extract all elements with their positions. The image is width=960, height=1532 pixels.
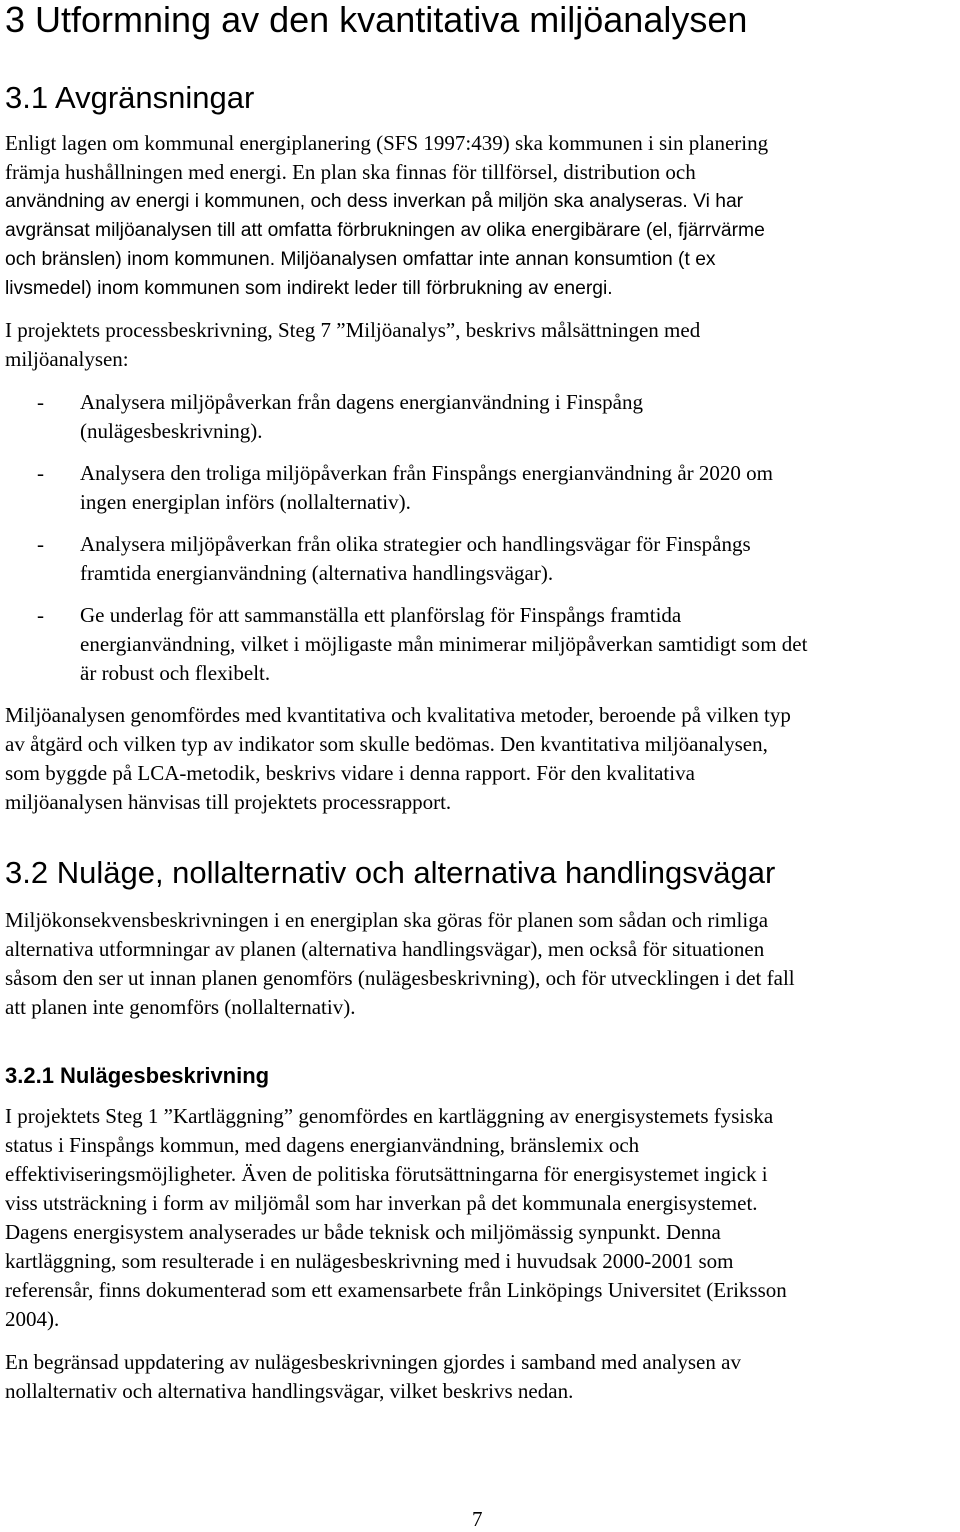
text-line: Enligt lagen om kommunal energiplanering (SFS 1997:439) ska kommunen i sin planering (5, 131, 769, 155)
text-line: Miljöanalysen genomfördes med kvantitativa och kvalitativa metoder, beroende på vilken typ (5, 703, 791, 727)
list-item-text: framtida energianvändning (alternativa handlingsvägar). (80, 561, 554, 585)
text-line: alternativa utformningar av planen (alternativa handlingsvägar), men också för situationen (5, 937, 765, 961)
list-item-text: (nulägesbeskrivning). (80, 419, 263, 443)
paragraph-kartlaggning (5, 1102, 955, 1334)
text-line: Dagens energisystem analyserades ur både teknisk och miljömässig synpunkt. Denna (5, 1220, 721, 1244)
list-dash: - (37, 603, 44, 627)
text-line: avgränsat miljöanalysen till att omfatta förbrukningen av olika energibärare (el, fjärrvärme (5, 220, 765, 241)
page-number: 7 (472, 1507, 483, 1531)
text-line: användning av energi i kommunen, och dess inverkan på miljön ska analyseras. Vi har (5, 191, 744, 212)
paragraph-mkb (5, 906, 955, 1022)
text-line: livsmedel) inom kommunen som indirekt leder till förbrukning av energi. (5, 278, 613, 299)
list-dash: - (37, 532, 44, 556)
list-item-text: Analysera den troliga miljöpåverkan från Finspångs energianvändning år 2020 om (80, 461, 774, 485)
text-line: av åtgärd och vilken typ av indikator som skulle bedömas. Den kvantitativa miljöanalysen, (5, 732, 768, 756)
text-line: status i Finspångs kommun, med dagens energianvändning, bränslemix och (5, 1133, 640, 1157)
text-line: referensår, finns dokumenterad som ett examensarbete från Linköpings Universitet (Eriksson (5, 1278, 787, 1302)
text-line: främja hushållningen med energi. En plan ska finnas för tillförsel, distribution och (5, 160, 696, 184)
paragraph-avgransningar (5, 129, 955, 303)
text-line: 2004). (5, 1307, 60, 1331)
text-line: att planen inte genomförs (nollalternativ). (5, 995, 356, 1019)
list-item-text: är robust och flexibelt. (80, 661, 271, 685)
paragraph-uppdatering (5, 1348, 955, 1406)
text-line: miljöanalysen: (5, 347, 129, 371)
text-line: effektiviseringsmöjligheter. Även de politiska förutsättningarna för energisystemet ingick i (5, 1162, 768, 1186)
list-item-text: energianvändning, vilket i möjligaste mån minimerar miljöpåverkan samtidigt som det (80, 632, 808, 656)
text-line: En begränsad uppdatering av nulägesbeskrivningen gjordes i samband med analysen av (5, 1350, 741, 1374)
list-dash: - (37, 390, 44, 414)
paragraph-processbeskrivning (5, 316, 955, 374)
section-heading-3-1: 3.1 Avgränsningar (5, 80, 255, 115)
subsection-heading-3-2-1: 3.2.1 Nulägesbeskrivning (5, 1063, 270, 1088)
text-line: nollalternativ och alternativa handlingsvägar, vilket beskrivs nedan. (5, 1379, 574, 1403)
text-line: I projektets Steg 1 ”Kartläggning” genomfördes en kartläggning av energisystemets fysiska (5, 1104, 774, 1128)
list-item-text: ingen energiplan införs (nollalternativ). (80, 490, 411, 514)
text-line: I projektets processbeskrivning, Steg 7 ”Miljöanalys”, beskrivs målsättningen med (5, 318, 701, 342)
list-item-text: Analysera miljöpåverkan från olika strategier och handlingsvägar för Finspångs (80, 532, 751, 556)
text-line: Miljökonsekvensbeskrivningen i en energiplan ska göras för planen som sådan och rimliga (5, 908, 769, 932)
chapter-heading: 3 Utformning av den kvantitativa miljöanalysen (5, 0, 748, 40)
text-line: kartläggning, som resulterade i en nulägesbeskrivning med i huvudsak 2000-2001 som (5, 1249, 734, 1273)
text-line: såsom den ser ut innan planen genomförs (nulägesbeskrivning), och för utvecklingen i det fall (5, 966, 795, 990)
text-line: som byggde på LCA-metodik, beskrivs vidare i denna rapport. För den kvalitativa (5, 761, 695, 785)
list-item-text: Analysera miljöpåverkan från dagens energianvändning i Finspång (80, 390, 643, 414)
paragraph-metoder (5, 701, 955, 817)
text-line: viss utsträckning i form av miljömål som har inverkan på det kommunala energisystemet. (5, 1191, 758, 1215)
list-item-text: Ge underlag för att sammanställa ett planförslag för Finspångs framtida (80, 603, 682, 627)
text-line: och bränslen) inom kommunen. Miljöanalysen omfattar inte annan konsumtion (t ex (5, 249, 716, 270)
section-heading-3-2: 3.2 Nuläge, nollalternativ och alternativa handlingsvägar (5, 855, 776, 890)
list-dash: - (37, 461, 44, 485)
text-line: miljöanalysen hänvisas till projektets processrapport. (5, 790, 452, 814)
